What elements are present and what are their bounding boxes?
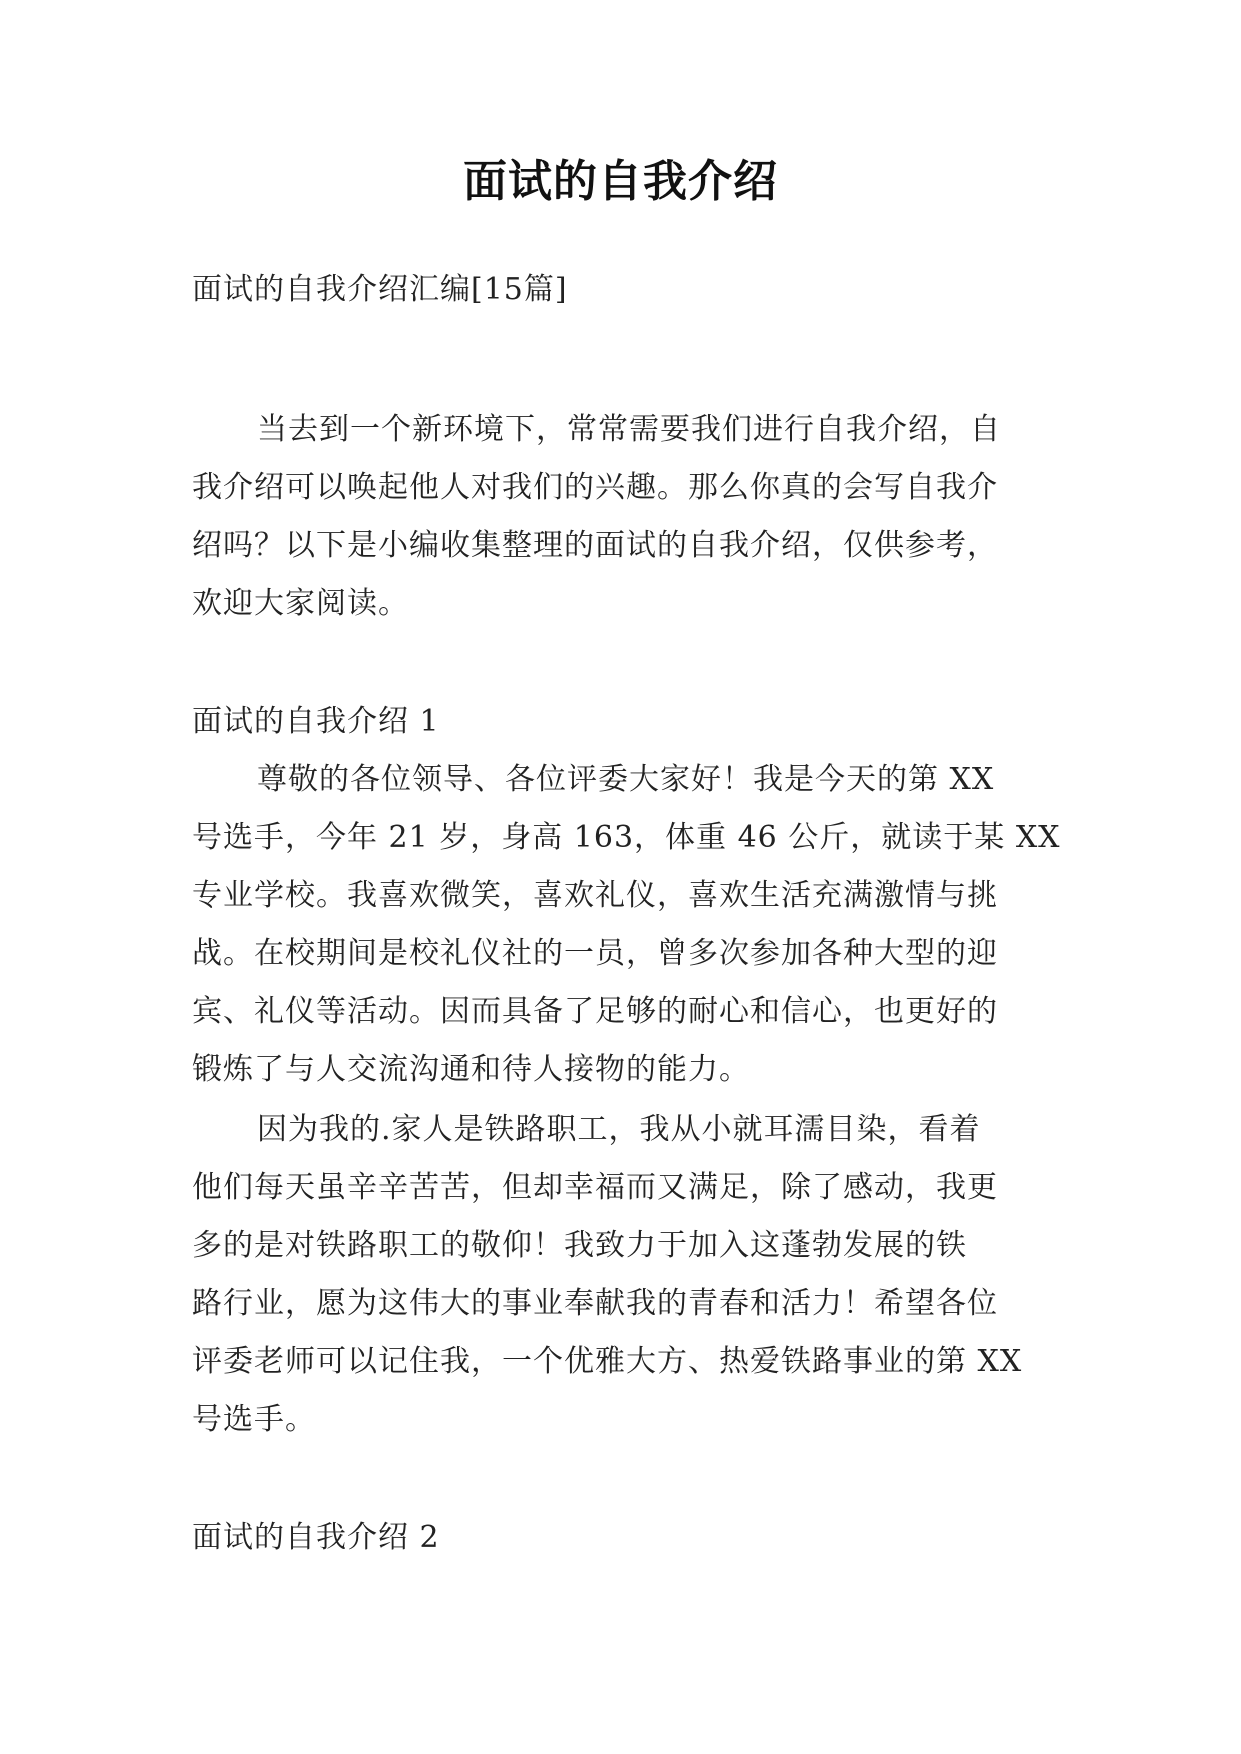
section1-para2-line: 路行业，愿为这伟大的事业奉献我的青春和活力！希望各位 xyxy=(192,1286,998,1321)
section1-para1-line: 宾、礼仪等活动。因而具备了足够的耐心和信心，也更好的 xyxy=(192,994,998,1029)
intro-line: 欢迎大家阅读。 xyxy=(192,586,409,621)
section1-para1-line: 专业学校。我喜欢微笑，喜欢礼仪，喜欢生活充满激情与挑 xyxy=(192,878,998,913)
document-title: 面试的自我介绍 xyxy=(463,156,778,207)
section-heading-1: 面试的自我介绍 1 xyxy=(192,704,440,739)
section1-para1-line: 战。在校期间是校礼仪社的一员，曾多次参加各种大型的迎 xyxy=(192,936,998,971)
section1-para2-line: 号选手。 xyxy=(192,1402,316,1437)
section1-para2-line: 因为我的.家人是铁路职工，我从小就耳濡目染，看着 xyxy=(257,1112,981,1147)
section1-para2-line: 多的是对铁路职工的敬仰！我致力于加入这蓬勃发展的铁 xyxy=(192,1228,967,1263)
section1-para2-line: 他们每天虽辛辛苦苦，但却幸福而又满足，除了感动，我更 xyxy=(192,1170,998,1205)
section1-para1-line: 尊敬的各位领导、各位评委大家好！我是今天的第 XX xyxy=(257,762,995,797)
section1-para1-line: 号选手，今年 21 岁，身高 163，体重 46 公斤，就读于某 XX xyxy=(192,820,1061,855)
intro-line: 我介绍可以唤起他人对我们的兴趣。那么你真的会写自我介 xyxy=(192,470,998,505)
document-subtitle: 面试的自我介绍汇编[15篇] xyxy=(192,272,568,307)
intro-line: 当去到一个新环境下，常常需要我们进行自我介绍，自 xyxy=(257,412,1001,447)
section-heading-2: 面试的自我介绍 2 xyxy=(192,1520,440,1555)
intro-line: 绍吗？以下是小编收集整理的面试的自我介绍，仅供参考， xyxy=(192,528,998,563)
section1-para1-line: 锻炼了与人交流沟通和待人接物的能力。 xyxy=(192,1052,750,1087)
section1-para2-line: 评委老师可以记住我，一个优雅大方、热爱铁路事业的第 XX xyxy=(192,1344,1023,1379)
